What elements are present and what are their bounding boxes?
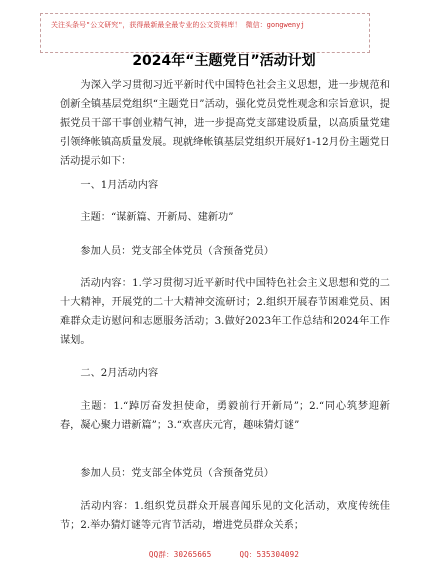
month2-participants: 参加人员：党支部全体党员（含预备党员） [80, 468, 274, 479]
month2-theme: 主题：1.“踔厉奋发担使命，勇毅前行开新局”；2.“同心筑梦迎新春，凝心聚力谱新篇”；3.“欢喜庆元宵，趣味猜灯谜” [60, 401, 390, 431]
month1-content: 活动内容：1.学习贯彻习近平新时代中国特色社会主义思想和党的二十大精神，开展党的二十大精神交流研讨；2.组织开展春节困难党员、困难群众走访慰问和志愿服务活动；3.做好2023年工作总结和2024年工作谋划。 [60, 278, 390, 346]
section-heading-month2: 二、2月活动内容 [80, 368, 159, 379]
promo-banner [40, 13, 370, 53]
month2-content: 活动内容：1.组织党员群众开展喜闻乐见的文化活动，欢度传统佳节；2.举办猜灯谜等元宵节活动，增进党员群众关系； [60, 501, 390, 531]
page-title: 2024年“主题党日”活动计划 [132, 53, 316, 69]
intro-paragraph: 为深入学习贯彻习近平新时代中国特色社会主义思想，进一步规范和创新全镇基层党组织“主题党日”活动，强化党员党性观念和宗旨意识，提振党员干部干事创业精气神，进一步提高党支部建设质量，以高质量党建引领绛帐镇高质量发展。现就绛帐镇基层党组织开展好1-12月份主题党日活动提示如下： [60, 80, 390, 167]
footer-contact [0, 549, 448, 560]
month1-participants: 参加人员：党支部全体党员（含预备党员） [80, 246, 274, 257]
footer-qq: QQ：535304092 [239, 550, 300, 559]
section-heading-month1: 一、1月活动内容 [80, 180, 159, 191]
month1-theme: 主题：“谋新篇、开新局、建新功” [80, 212, 234, 223]
footer-qq-group: QQ群：30265665 [148, 550, 212, 559]
promo-banner-text: 关注头条号"公文研究"，获得最新最全最专业的公文资料库！ 微信：gongwenyj [51, 21, 305, 29]
